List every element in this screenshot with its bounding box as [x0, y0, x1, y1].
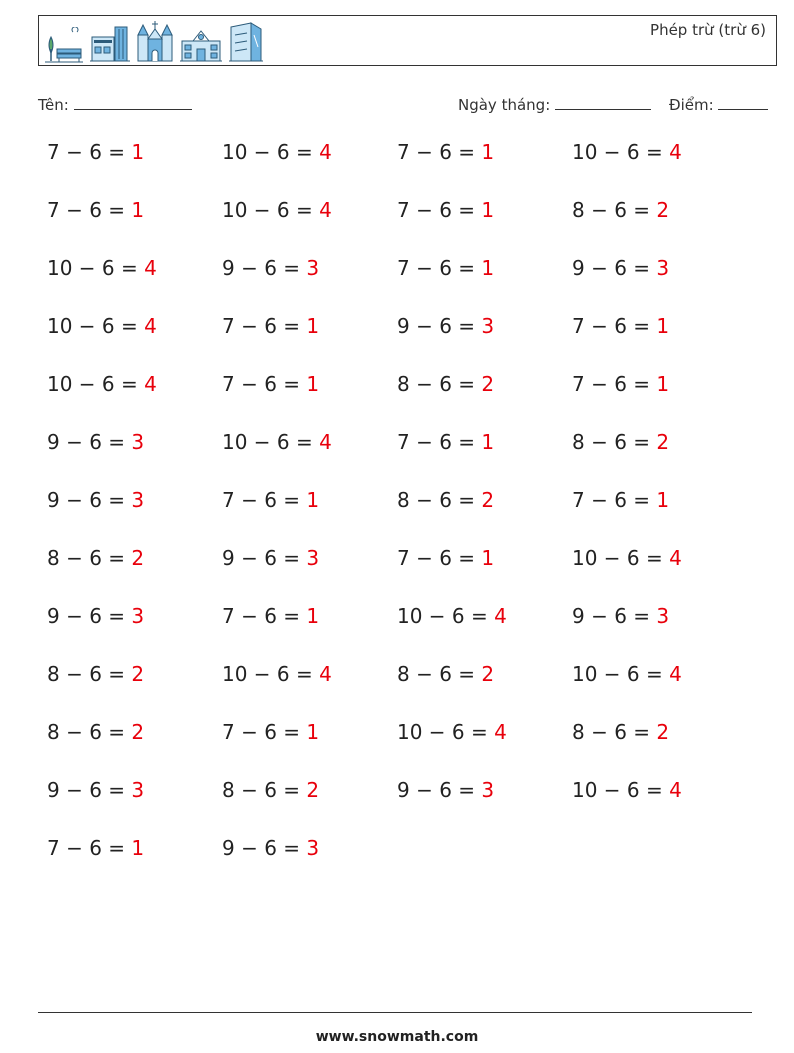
- problem-expression: 10 − 6 =: [572, 662, 670, 686]
- problem-item: [572, 546, 682, 570]
- problem-item: [47, 140, 144, 164]
- problem-expression: 8 − 6 =: [47, 546, 132, 570]
- problem-answer: 3: [131, 430, 145, 454]
- problem-answer: 3: [131, 604, 145, 628]
- problem-expression: 10 − 6 =: [47, 314, 145, 338]
- problem-expression: 7 − 6 =: [222, 720, 307, 744]
- problem-item: [47, 778, 144, 802]
- problem-answer: 1: [306, 604, 320, 628]
- problem-expression: 8 − 6 =: [572, 198, 657, 222]
- problem-item: [572, 604, 669, 628]
- problem-answer: 1: [481, 140, 495, 164]
- date-blank: [555, 94, 651, 110]
- problem-item: [222, 140, 332, 164]
- problem-answer: 2: [656, 198, 670, 222]
- problem-expression: 8 − 6 =: [397, 372, 482, 396]
- problem-expression: 7 − 6 =: [222, 604, 307, 628]
- problem-answer: 4: [319, 430, 332, 454]
- header-icons: [43, 19, 265, 63]
- problem-item: [397, 372, 494, 396]
- problem-answer: 4: [144, 256, 157, 280]
- problem-item: [222, 314, 319, 338]
- problem-expression: 9 − 6 =: [47, 778, 132, 802]
- problem-answer: 3: [656, 604, 670, 628]
- problem-answer: 1: [481, 430, 495, 454]
- problem-item: [397, 546, 494, 570]
- problem-answer: 4: [494, 604, 507, 628]
- problem-item: [572, 256, 669, 280]
- problem-item: [47, 314, 157, 338]
- problem-item: [222, 836, 319, 860]
- problem-expression: 9 − 6 =: [222, 836, 307, 860]
- problem-expression: 8 − 6 =: [397, 662, 482, 686]
- problem-expression: 7 − 6 =: [47, 198, 132, 222]
- problem-expression: 7 − 6 =: [397, 546, 482, 570]
- problem-answer: 3: [481, 314, 495, 338]
- problem-item: [47, 720, 144, 744]
- problem-answer: 1: [656, 314, 670, 338]
- problem-expression: 7 − 6 =: [222, 488, 307, 512]
- problem-expression: 8 − 6 =: [47, 662, 132, 686]
- problem-expression: 10 − 6 =: [222, 140, 320, 164]
- city-building-icon: [89, 23, 131, 63]
- problem-row: [47, 604, 747, 644]
- score-field: [669, 94, 768, 114]
- problem-item: [222, 662, 332, 686]
- problem-answer: 3: [131, 488, 145, 512]
- problem-expression: 10 − 6 =: [572, 140, 670, 164]
- problem-item: [47, 372, 157, 396]
- problem-expression: 7 − 6 =: [572, 488, 657, 512]
- school-icon: [179, 27, 223, 63]
- problem-expression: 10 − 6 =: [222, 198, 320, 222]
- problem-expression: 10 − 6 =: [222, 430, 320, 454]
- problem-expression: 7 − 6 =: [222, 314, 307, 338]
- problem-expression: 10 − 6 =: [47, 256, 145, 280]
- problem-answer: 4: [669, 546, 682, 570]
- footer-url: www.snowmath.com: [315, 1029, 479, 1045]
- problem-answer: 2: [656, 720, 670, 744]
- problem-expression: 10 − 6 =: [572, 778, 670, 802]
- name-label: Tên:: [38, 96, 69, 114]
- problem-expression: 10 − 6 =: [222, 662, 320, 686]
- problem-item: [222, 488, 319, 512]
- problem-row: [47, 198, 747, 238]
- problem-item: [397, 488, 494, 512]
- name-blank: [74, 94, 192, 110]
- problem-item: [572, 314, 669, 338]
- problem-answer: 4: [144, 314, 157, 338]
- score-blank: [718, 94, 768, 110]
- problem-answer: 2: [131, 662, 145, 686]
- problem-item: [397, 314, 494, 338]
- problem-expression: 7 − 6 =: [572, 314, 657, 338]
- problem-expression: 8 − 6 =: [572, 430, 657, 454]
- problem-item: [222, 778, 319, 802]
- problem-item: [572, 488, 669, 512]
- problem-item: [222, 430, 332, 454]
- problem-answer: 3: [656, 256, 670, 280]
- problem-row: [47, 372, 747, 412]
- worksheet-title: Phép trừ (trừ 6): [650, 21, 766, 39]
- problem-row: [47, 720, 747, 760]
- problem-answer: 1: [481, 546, 495, 570]
- problem-answer: 4: [669, 662, 682, 686]
- problem-item: [572, 372, 669, 396]
- problem-expression: 9 − 6 =: [572, 604, 657, 628]
- problem-item: [47, 546, 144, 570]
- problem-expression: 8 − 6 =: [47, 720, 132, 744]
- problem-answer: 4: [494, 720, 507, 744]
- problem-answer: 1: [656, 372, 670, 396]
- worksheet-header: [38, 15, 777, 66]
- name-field: [38, 94, 192, 114]
- problem-answer: 2: [481, 662, 495, 686]
- problem-expression: 10 − 6 =: [397, 604, 495, 628]
- problem-item: [572, 720, 669, 744]
- problem-row: [47, 778, 747, 818]
- problem-answer: 2: [481, 488, 495, 512]
- problem-expression: 10 − 6 =: [572, 546, 670, 570]
- problem-answer: 1: [306, 488, 320, 512]
- problem-expression: 9 − 6 =: [222, 546, 307, 570]
- problem-item: [222, 372, 319, 396]
- problem-row: [47, 314, 747, 354]
- problem-item: [572, 778, 682, 802]
- problem-answer: 4: [669, 778, 682, 802]
- problem-expression: 9 − 6 =: [397, 778, 482, 802]
- problem-item: [397, 198, 494, 222]
- problem-answer: 2: [131, 546, 145, 570]
- problem-answer: 4: [144, 372, 157, 396]
- office-tower-icon: [227, 19, 265, 63]
- problem-row: [47, 488, 747, 528]
- problem-expression: 9 − 6 =: [572, 256, 657, 280]
- problem-answer: 1: [131, 836, 145, 860]
- problem-expression: 7 − 6 =: [397, 198, 482, 222]
- problem-item: [47, 198, 144, 222]
- problem-item: [47, 430, 144, 454]
- problem-item: [397, 604, 507, 628]
- problem-item: [222, 604, 319, 628]
- problem-answer: 1: [481, 256, 495, 280]
- problem-row: [47, 256, 747, 296]
- problem-item: [222, 198, 332, 222]
- problem-answer: 3: [306, 836, 320, 860]
- problem-answer: 1: [131, 198, 145, 222]
- problem-expression: 10 − 6 =: [47, 372, 145, 396]
- problem-expression: 8 − 6 =: [572, 720, 657, 744]
- problem-expression: 8 − 6 =: [222, 778, 307, 802]
- problem-answer: 2: [131, 720, 145, 744]
- problem-expression: 7 − 6 =: [397, 256, 482, 280]
- footer-divider: [38, 1012, 752, 1013]
- problem-answer: 3: [306, 256, 320, 280]
- problem-item: [397, 778, 494, 802]
- score-label: Điểm:: [669, 96, 714, 114]
- problem-item: [397, 430, 494, 454]
- problem-answer: 4: [669, 140, 682, 164]
- problem-answer: 4: [319, 662, 332, 686]
- problem-answer: 1: [306, 314, 320, 338]
- problem-expression: 7 − 6 =: [397, 430, 482, 454]
- problem-item: [572, 430, 669, 454]
- problem-item: [47, 256, 157, 280]
- problem-item: [397, 256, 494, 280]
- problem-item: [47, 604, 144, 628]
- problem-answer: 1: [131, 140, 145, 164]
- problem-row: [47, 836, 747, 876]
- problem-answer: 3: [306, 546, 320, 570]
- problem-item: [47, 662, 144, 686]
- problem-expression: 7 − 6 =: [572, 372, 657, 396]
- problem-expression: 9 − 6 =: [397, 314, 482, 338]
- problem-item: [47, 488, 144, 512]
- problem-row: [47, 662, 747, 702]
- problem-item: [397, 720, 507, 744]
- problem-expression: 9 − 6 =: [47, 488, 132, 512]
- problem-expression: 7 − 6 =: [397, 140, 482, 164]
- problem-expression: 7 − 6 =: [47, 140, 132, 164]
- problem-row: [47, 430, 747, 470]
- date-label: Ngày tháng:: [458, 96, 551, 114]
- problem-item: [47, 836, 144, 860]
- church-icon: [135, 19, 175, 63]
- problem-answer: 1: [656, 488, 670, 512]
- problem-expression: 10 − 6 =: [397, 720, 495, 744]
- problem-item: [397, 140, 494, 164]
- date-field: [458, 94, 651, 114]
- problem-answer: 2: [306, 778, 320, 802]
- problem-answer: 1: [481, 198, 495, 222]
- problem-expression: 9 − 6 =: [47, 430, 132, 454]
- problem-expression: 7 − 6 =: [47, 836, 132, 860]
- problem-answer: 2: [656, 430, 670, 454]
- problem-answer: 2: [481, 372, 495, 396]
- problem-item: [572, 662, 682, 686]
- problem-item: [572, 140, 682, 164]
- problem-answer: 1: [306, 372, 320, 396]
- problem-expression: 9 − 6 =: [47, 604, 132, 628]
- problem-expression: 8 − 6 =: [397, 488, 482, 512]
- problem-answer: 3: [131, 778, 145, 802]
- problem-expression: 7 − 6 =: [222, 372, 307, 396]
- park-bench-icon: [43, 27, 85, 63]
- problem-item: [572, 198, 669, 222]
- problem-row: [47, 140, 747, 180]
- problem-answer: 4: [319, 198, 332, 222]
- problem-item: [222, 256, 319, 280]
- problem-answer: 1: [306, 720, 320, 744]
- problem-item: [222, 546, 319, 570]
- problem-expression: 9 − 6 =: [222, 256, 307, 280]
- problem-item: [222, 720, 319, 744]
- problem-answer: 4: [319, 140, 332, 164]
- problem-row: [47, 546, 747, 586]
- problem-item: [397, 662, 494, 686]
- problem-answer: 3: [481, 778, 495, 802]
